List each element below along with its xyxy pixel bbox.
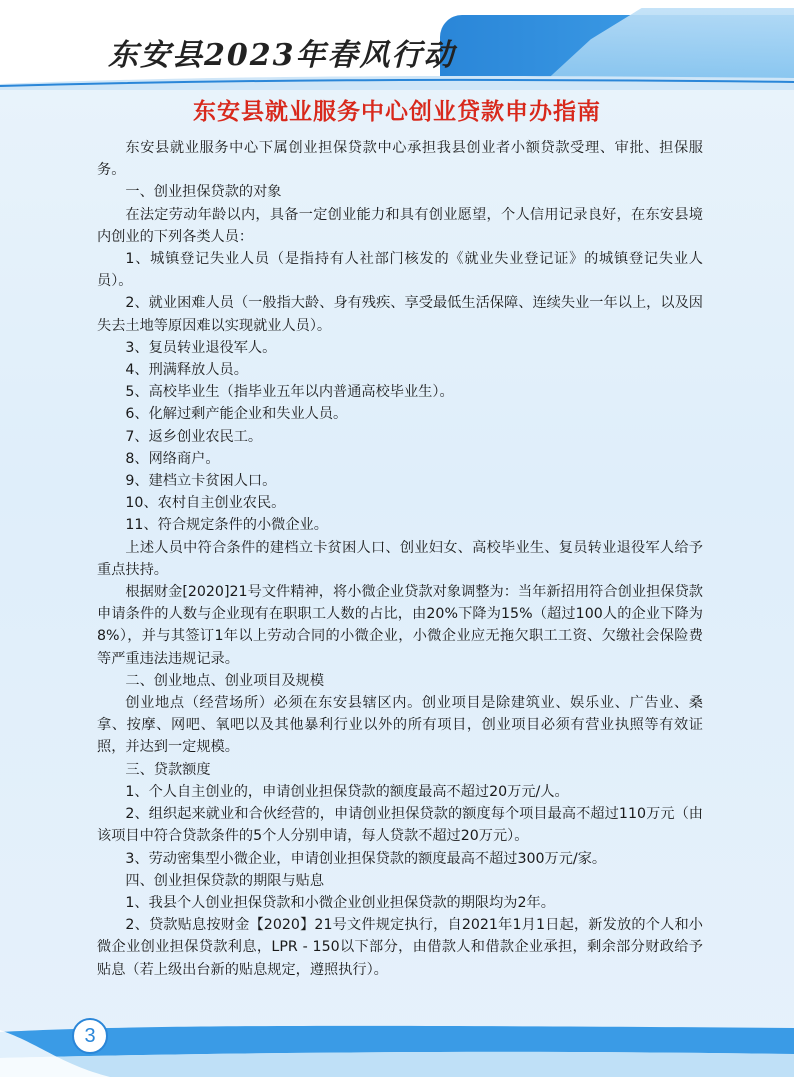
list-item: 6、化解过剩产能企业和失业人员。: [125, 406, 348, 423]
list-item: 10、农村自主创业农民。: [125, 495, 286, 512]
section-heading: 四、创业担保贷款的期限与贴息: [125, 872, 325, 889]
paragraph: 在法定劳动年龄以内，具备一定创业能力和具有创业愿望，个人信用记录良好，在东安县境内创业的下列各类人员：: [97, 206, 703, 245]
list-item: 1、个人自主创业的，申请创业担保贷款的额度最高不超过20万元/人。: [125, 783, 569, 800]
list-item: 3、复员转业退役军人。: [125, 339, 277, 356]
paragraph: 创业地点（经营场所）必须在东安县辖区内。创业项目是除建筑业、娱乐业、广告业、桑拿、按摩、网吧、氧吧以及其他暴利行业以外的所有项目，创业项目必须有营业执照等有效证照，并达到一定规模。: [97, 695, 703, 756]
section-heading: 二、创业地点、创业项目及规模: [125, 672, 325, 689]
paragraph: 根据财金[2020]21号文件精神，将小微企业贷款对象调整为：当年新招用符合创业担保贷款申请条件的人数与企业现有在职职工人数的占比，由20%下降为15%（超过100人的企业下降为8%），并与其签订1年以上劳动合同的小微企业，小微企业应无拖欠职工工资、欠缴社会保险费等严重违法违规记录。: [97, 584, 703, 667]
list-item: 2、就业困难人员（一般指大龄、身有残疾、享受最低生活保障、连续失业一年以上，以及因失去土地等原因难以实现就业人员）。: [97, 295, 703, 334]
list-item: 3、劳动密集型小微企业，申请创业担保贷款的额度最高不超过300万元/家。: [125, 850, 607, 867]
list-item: 5、高校毕业生（指毕业五年以内普通高校毕业生）。: [125, 384, 454, 401]
list-item: 9、建档立卡贫困人口。: [125, 473, 277, 490]
list-item: 8、网络商户。: [125, 450, 220, 467]
paragraph: 东安县就业服务中心下属创业担保贷款中心承担我县创业者小额贷款受理、审批、担保服务。: [97, 140, 703, 179]
series-title: 东安县2023年春风行动: [108, 38, 456, 73]
list-item: 1、城镇登记失业人员（是指持有人社部门核发的《就业失业登记证》的城镇登记失业人员）。: [97, 251, 703, 290]
header-swoosh: [0, 72, 794, 90]
paragraph: 上述人员中符合条件的建档立卡贫困人口、创业妇女、高校毕业生、复员转业退役军人给予重点扶持。: [97, 539, 703, 578]
list-item: 7、返乡创业农民工。: [125, 428, 263, 445]
document-title: 东安县就业服务中心创业贷款申办指南: [193, 99, 601, 125]
list-item: 2、组织起来就业和合伙经营的，申请创业担保贷款的额度每个项目最高不超过110万元（由该项目中符合贷款条件的5个人分别申请，每人贷款不超过20万元）。: [97, 806, 703, 845]
page-number: 3: [72, 1018, 108, 1054]
document-body: [97, 137, 703, 981]
list-item: 4、刑满释放人员。: [125, 362, 248, 379]
list-item: 11、符合规定条件的小微企业。: [125, 517, 328, 534]
list-item: 1、我县个人创业担保贷款和小微企业创业担保贷款的期限均为2年。: [125, 894, 555, 911]
section-heading: 三、贷款额度: [125, 761, 211, 778]
list-item: 2、贷款贴息按财金【2020】21号文件规定执行，自2021年1月1日起，新发放的个人和小微企业创业担保贷款利息，LPR - 150以下部分，由借款人和借款企业承担，剩余部分财政给予贴息（若上级出台新的贴息规定，遵照执行）。: [97, 917, 703, 978]
footer-wave: [0, 1024, 794, 1077]
section-heading: 一、创业担保贷款的对象: [125, 184, 282, 201]
